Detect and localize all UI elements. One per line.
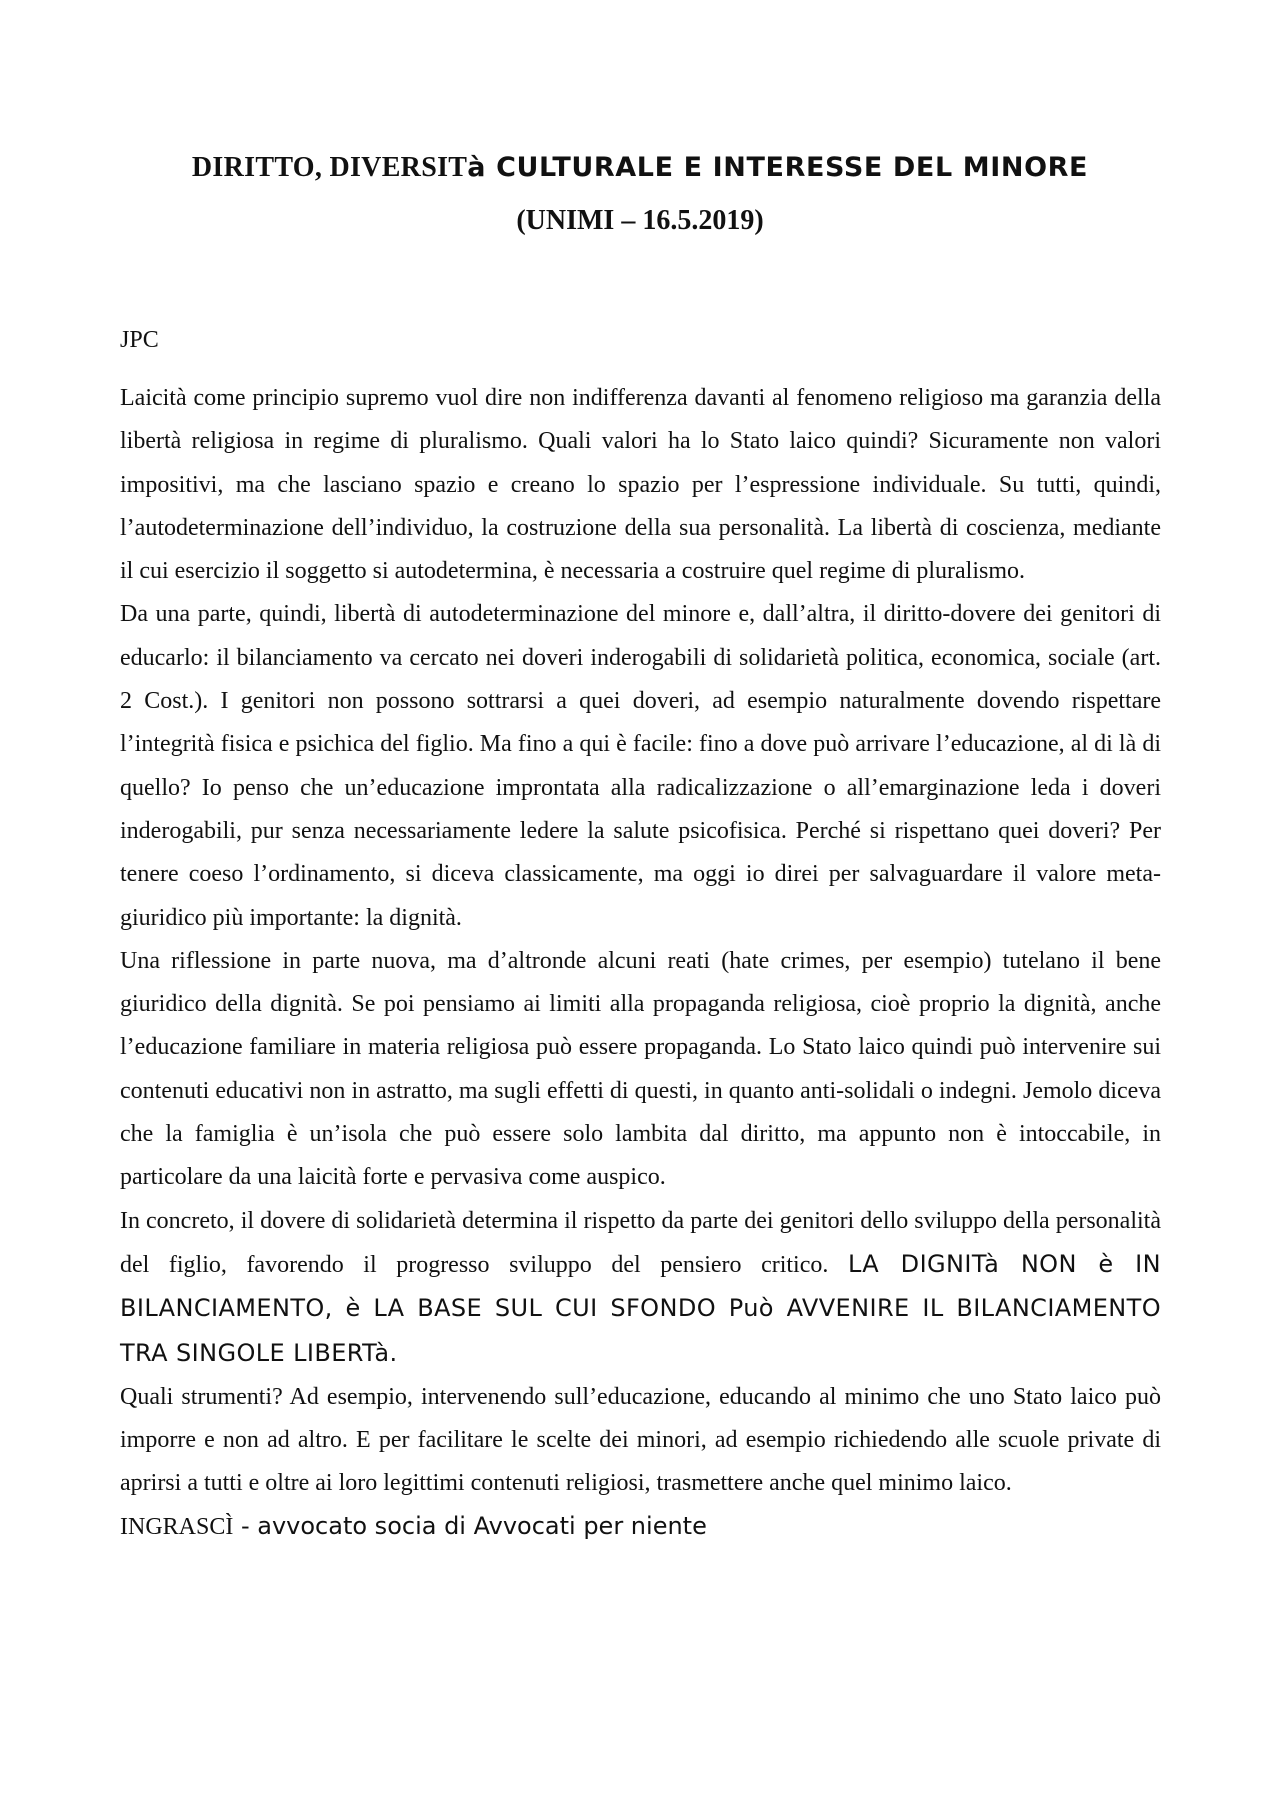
paragraph-5: Quali strumenti? Ad esempio, intervenendo sull’educazione, educando al minimo che uno Stato laico può imporre e non ad altro. E per facilitare le scelte dei minori, ad esempio richiedendo alle scuole private di aprirsi a tutti e oltre ai loro legittimi contenuti religiosi, trasmettere anche quel minimo laico.: [120, 1383, 1161, 1497]
speaker-role: - avvocato socia di Avvocati per niente: [233, 1511, 707, 1540]
paragraph-1: Laicità come principio supremo vuol dire non indifferenza davanti al fenomeno religioso ma garanzia della libertà religiosa in regime di pluralismo. Quali valori ha lo Stato laico quindi? Sicuramente non valori impositivi, ma che lasciano spazio e creano lo spazio per l’espressione individuale. Su tutti, quindi, l’autodeterminazione dell’individuo, la costruzione della sua personalità. La libertà di coscienza, mediante il cui esercizio il soggetto si autodetermina, è necessaria a costruire quel regime di pluralismo.: [120, 385, 1161, 585]
paragraph-3: Una riflessione in parte nuova, ma d’altronde alcuni reati (hate crimes, per esempio) tutelano il bene giuridico della dignità. Se poi pensiamo ai limiti alla propaganda religiosa, cioè proprio la dignità, anche l’educazione familiare in materia religiosa può essere propaganda. Lo Stato laico quindi può intervenire sui contenuti educativi non in astratto, ma sugli effetti di questi, in quanto anti-solidali o indegni. Jemolo diceva che la famiglia è un’isola che può essere solo lambita dal diritto, ma appunto non è intoccabile, in particolare da una laicità forte e pervasiva come auspico.: [120, 947, 1161, 1191]
paragraph-4-text: In concreto, il dovere di solidarietà determina il rispetto da parte dei genitori dello sviluppo della personalità del figlio, favorendo il progresso sviluppo del pensiero critico.: [120, 1207, 1161, 1278]
paragraph-2: Da una parte, quindi, libertà di autodeterminazione del minore e, dall’altra, il diritto-dovere dei genitori di educarlo: il bilanciamento va cercato nei doveri inderogabili di solidarietà politica, economica, sociale (art. 2 Cost.). I genitori non possono sottrarsi a quei doveri, ad esempio naturalmente dovendo rispettare l’integrità fisica e psichica del figlio. Ma fino a qui è facile: fino a dove può arrivare l’educazione, al di là di quello? Io penso che un’educazione improntata alla radicalizzazione o all’emarginazione leda i doveri inderogabili, pur senza necessariamente ledere la salute psicofisica. Perché si rispettano quei doveri? Per tenere coeso l’ordinamento, si diceva classicamente, ma oggi io direi per salvaguardare il valore meta-giuridico più importante: la dignità.: [120, 601, 1161, 931]
document-subtitle: (UNIMI – 16.5.2019): [516, 205, 764, 236]
paragraph-4-caps: LA DIGNITà NON è IN BILANCIAMENTO, è LA BASE SUL CUI SFONDO Può AVVENIRE IL BILANCIAMENTO TRA SINGOLE LIBERTà.: [120, 1249, 1162, 1367]
speaker-name: INGRASCÌ: [120, 1513, 234, 1540]
document-title: [120, 148, 1160, 188]
title-part-2: à CULTURALE E INTERESSE DEL MINORE: [467, 152, 1089, 183]
document-body: [120, 377, 1161, 1547]
paragraph-4: [120, 1200, 1161, 1376]
author-label: JPC: [120, 327, 159, 353]
speaker-line: [120, 1506, 1161, 1547]
title-part-1: DIRITTO, DIVERSIT: [191, 152, 468, 183]
